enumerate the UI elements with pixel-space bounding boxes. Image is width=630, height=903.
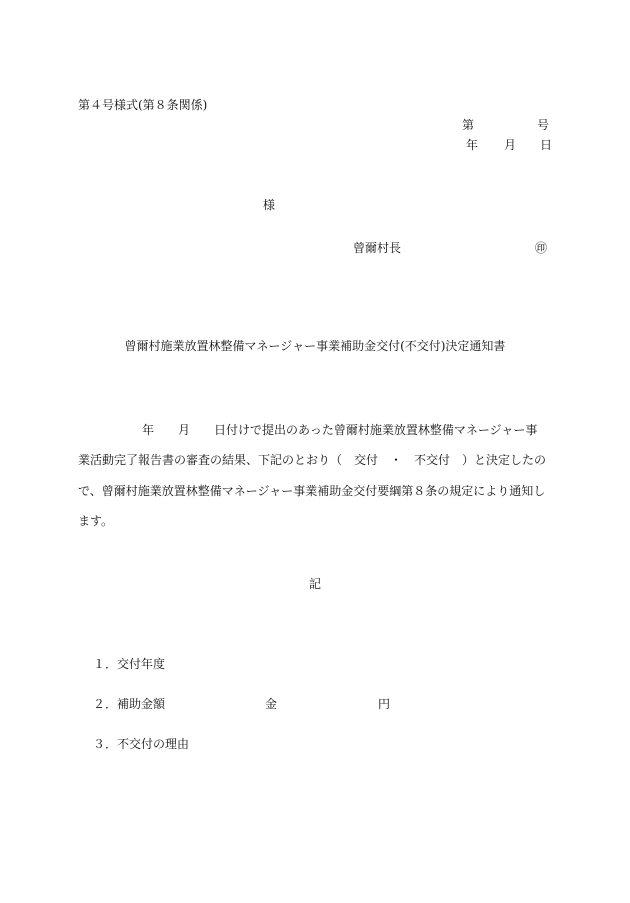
body-line-3: で、曾爾村施業放置林整備マネージャー事業補助金交付要綱第８条の規定により通知し — [78, 484, 546, 498]
addressee-honorific: 様 — [263, 198, 276, 212]
date-day: 日 — [540, 138, 553, 152]
document-number-suffix: 号 — [537, 118, 550, 132]
body-line-2: 業活動完了報告書の審査の結果、下記のとおり（ 交付 ・ 不交付 ）と決定したの — [78, 453, 547, 467]
item-nonissuance-reason: ３．不交付の理由 — [93, 737, 190, 751]
body-line-4: ます。 — [78, 514, 114, 528]
body-line-1: 年 月 日付けで提出のあった曾爾村施業放置林整備マネージャー事 — [142, 423, 538, 437]
seal-mark: ㊞ — [535, 241, 548, 255]
amount-gold-label: 金 — [265, 697, 278, 711]
amount-yen-label: 円 — [378, 697, 391, 711]
item-fiscal-year: １．交付年度 — [93, 657, 166, 671]
document-number-prefix: 第 — [462, 118, 475, 132]
date-month: 月 — [504, 138, 517, 152]
sender-name: 曾爾村長 — [353, 241, 402, 255]
item-subsidy-amount: ２．補助金額 — [93, 697, 166, 711]
document-date — [466, 138, 553, 152]
ki-heading: 記 — [308, 577, 321, 591]
date-year: 年 — [466, 138, 479, 152]
form-number-label: 第４号様式(第８条関係) — [78, 98, 208, 112]
document-title: 曾爾村施業放置林整備マネージャー事業補助金交付(不交付)決定通知書 — [124, 339, 506, 353]
